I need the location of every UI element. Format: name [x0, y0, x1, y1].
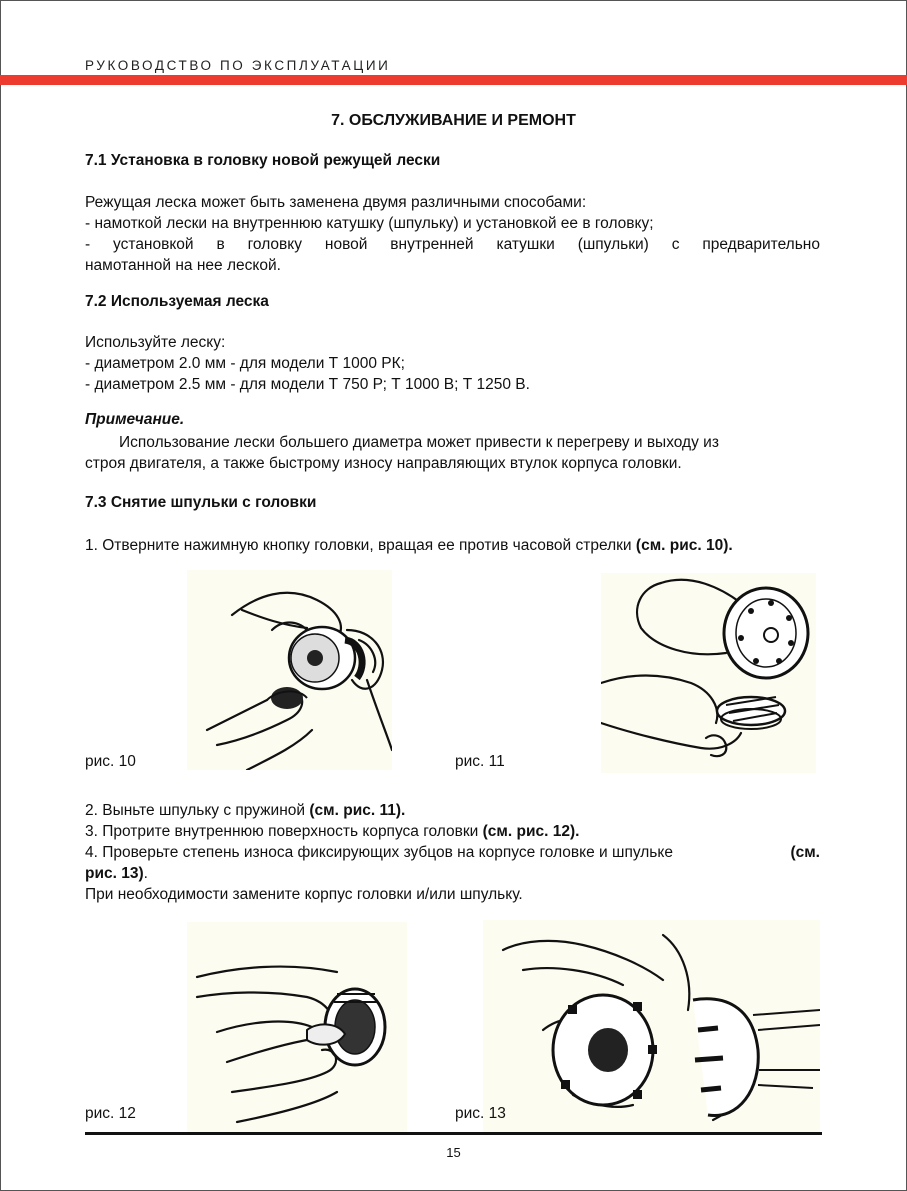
- text-line: Режущая леска может быть заменена двумя различными способами:: [85, 194, 587, 211]
- text-line: строя двигателя, а также быстрому износу направляющих втулок корпуса головки.: [85, 455, 682, 472]
- figure-11-image: [601, 573, 816, 773]
- hand-unscrewing-knob-illustration: [187, 570, 392, 770]
- steps-2-4: [85, 800, 820, 905]
- header-red-bar: [0, 75, 907, 85]
- figure-11-caption: рис. 11: [455, 753, 505, 770]
- text-line: намотанной на нее леской.: [85, 257, 281, 274]
- figure-10-caption: рис. 10: [85, 753, 136, 770]
- text-line: - намоткой лески на внутреннюю катушку (шпульку) и установкой ее в головку;: [85, 215, 654, 232]
- step-text: 3. Протрите внутреннюю поверхность корпуса головки: [85, 823, 479, 840]
- step-1: [85, 535, 820, 556]
- paragraph-7-1: [85, 192, 820, 276]
- step-text: 1. Отверните нажимную кнопку головки, вращая ее против часовой стрелки: [85, 537, 632, 554]
- note-heading: Примечание.: [85, 411, 185, 428]
- figure-13-caption: рис. 13: [455, 1105, 506, 1122]
- text-line: - диаметром 2.5 мм - для модели Т 750 Р; Т 1000 В; Т 1250 В.: [85, 376, 530, 393]
- section-title: 7. ОБСЛУЖИВАНИЕ И РЕМОНТ: [331, 112, 576, 129]
- cleaning-head-housing-illustration: [187, 922, 407, 1132]
- checking-teeth-illustration: [483, 920, 820, 1132]
- text-line: Используйте леску:: [85, 334, 226, 351]
- spool-with-spring-illustration: [601, 573, 816, 773]
- step-text: 4. Проверьте степень износа фиксирующих зубцов на корпусе головке и шпульке: [85, 844, 673, 861]
- figure-ref: (см. рис. 10).: [635, 537, 733, 554]
- step-text: .: [143, 865, 148, 882]
- figure-ref: (см. рис. 11).: [309, 802, 406, 819]
- heading-7-2: 7.2 Используемая леска: [85, 293, 269, 310]
- text-line: Использование лески большего диаметра может привести к перегреву и выходу из: [119, 434, 719, 451]
- figure-12-image: [187, 922, 407, 1132]
- footer-rule: [85, 1132, 822, 1135]
- figure-13-image: [483, 920, 820, 1132]
- text-line: - диаметром 2.0 мм - для модели Т 1000 РК;: [85, 355, 405, 372]
- figure-10-image: [187, 570, 392, 770]
- figure-ref: (см.: [790, 844, 820, 861]
- final-note: При необходимости замените корпус головки и/или шпульку.: [85, 886, 523, 903]
- figure-12-caption: рис. 12: [85, 1105, 136, 1122]
- paragraph-7-2: [85, 332, 820, 395]
- running-header: РУКОВОДСТВО ПО ЭКСПЛУАТАЦИИ: [85, 58, 391, 73]
- text-line: - установкой в головку новой внутренней катушки (шпульки) с предварительно: [85, 236, 820, 253]
- heading-7-1: 7.1 Установка в головку новой режущей лески: [85, 152, 441, 169]
- note-paragraph: [85, 432, 820, 474]
- heading-7-3: 7.3 Снятие шпульки с головки: [85, 494, 317, 511]
- figure-ref: (см. рис. 12).: [482, 823, 580, 840]
- figure-ref: рис. 13): [85, 865, 144, 882]
- step-text: 2. Выньте шпульку с пружиной: [85, 802, 306, 819]
- page-number: 15: [446, 1145, 461, 1160]
